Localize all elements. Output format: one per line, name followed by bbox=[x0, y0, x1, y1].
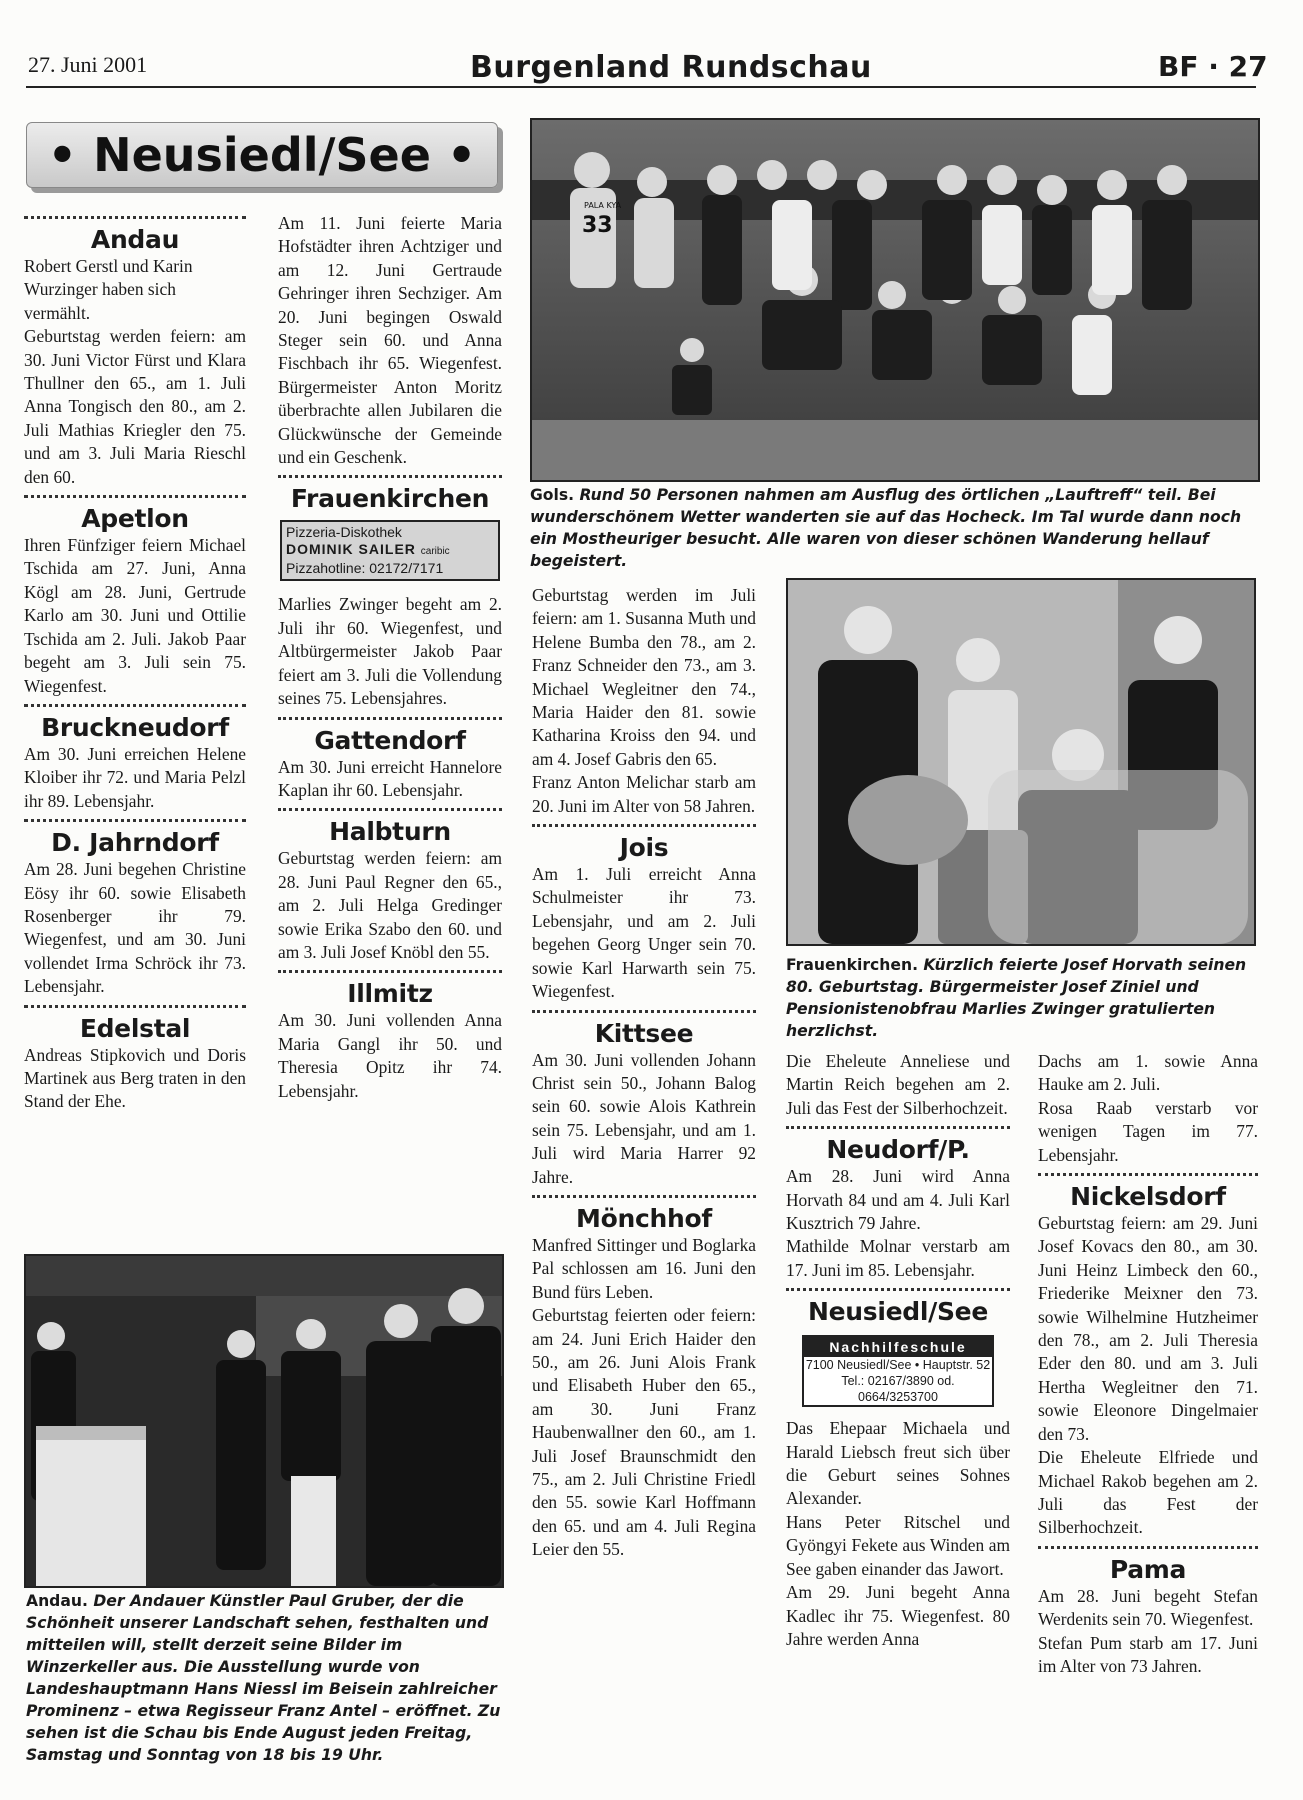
caption-town: Frauenkirchen. bbox=[786, 956, 918, 974]
paragraph: Mathilde Molnar verstarb am 17. Juni im 85. Lebensjahr. bbox=[786, 1236, 1010, 1280]
paragraph: Am 30. Juni vollenden Johann Christ sein 50., Johann Balog sein 60. sowie Alois Kathrein sein 75. Lebensjahr, und am 1. Juli wird Maria Harrer 92 Jahre. bbox=[532, 1049, 756, 1187]
separator bbox=[278, 475, 502, 478]
town-nickelsdorf: Nickelsdorf bbox=[1070, 1182, 1226, 1212]
ad-phone: Pizzahotline: 02172/7171 bbox=[286, 560, 444, 577]
separator bbox=[1038, 1173, 1258, 1176]
photo-gols-group bbox=[530, 118, 1260, 482]
caption-andau bbox=[26, 1590, 506, 1766]
paragraph: Ihren Fünfziger feiern Michael Tschida am 27. Juni, Anna Kögl am 28. Juni, Gertrude Karlo am 30. Juni und Ottilie Tschida am 2. Juli. Jakob Paar begeht am 3. Juli sein 75. Wiegenfest. bbox=[24, 535, 246, 696]
paragraph: Die Eheleute Elfriede und Michael Rakob begehen am 2. Juli das Fest der Silberhochzeit. bbox=[1038, 1447, 1258, 1538]
birthday-photo-image bbox=[788, 580, 1254, 944]
paragraph: Geburtstag werden feiern: am 30. Juni Victor Fürst und Klara Thullner den 65., am 1. Juli Anna Tongisch den 80., am 2. Juli Mathias Kriegler den 75. und am 3. Juli Maria Rieschl den 60. bbox=[24, 326, 246, 487]
paragraph: Marlies Zwinger begeht am 2. Juli ihr 60. Wiegenfest, und Altbürgermeister Jakob Paar feiert am 3. Juli die Vollendung seines 75. Lebensjahres. bbox=[278, 594, 502, 709]
shirt-print: PALA KYA bbox=[584, 201, 622, 210]
town-neudorf: Neudorf/P. bbox=[826, 1135, 970, 1165]
town-jois: Jois bbox=[619, 833, 669, 863]
separator bbox=[1038, 1546, 1258, 1549]
paragraph: Manfred Sittinger und Boglarka Pal schlossen am 16. Juni den Bund fürs Leben. bbox=[532, 1234, 756, 1302]
group-photo-image bbox=[532, 120, 1258, 480]
header-rule bbox=[26, 86, 1256, 88]
paragraph: Am 30. Juni vollenden Anna Maria Gangl ihr 50. und Theresia Opitz ihr 74. Lebensjahr. bbox=[278, 1010, 502, 1101]
separator bbox=[532, 1010, 756, 1013]
page-number: BF · 27 bbox=[1158, 50, 1268, 83]
ad-phone: Tel.: 02167/3890 od. 0664/3253700 bbox=[841, 1374, 955, 1405]
paragraph: Am 28. Juni begehen Christine Eösy ihr 60. sowie Elisabeth Rosenberger ihr 79. Wiegenfest, und am 30. Juni vollendet Irma Schröck ihr 73. Lebensjahr. bbox=[24, 859, 246, 997]
town-d-jahrndorf: D. Jahrndorf bbox=[51, 828, 219, 858]
paragraph: Geburtstag feierten oder feiern: am 24. Juni Erich Haider den 50., am 26. Juni Alois Frank und Elisabeth Huber den 65., am 30. Juni Franz Haubenwallner den 60., am 1. Juli Josef Braunschmidt den 75., am 2. Juli Christine Friedl den 55. sowie Karl Hoffmann den 65. und am 4. Juli Regina Leier den 55. bbox=[532, 1305, 756, 1560]
ad-name bbox=[286, 541, 494, 560]
paragraph: Andreas Stipkovich und Doris Martinek aus Berg traten in den Stand der Ehe. bbox=[24, 1044, 246, 1112]
town-neusiedl: Neusiedl/See bbox=[808, 1297, 988, 1327]
paragraph: Dachs am 1. sowie Anna Hauke am 2. Juli. bbox=[1038, 1051, 1258, 1095]
newspaper-title: Burgenland Rundschau bbox=[470, 50, 872, 85]
column-3 bbox=[532, 584, 756, 1562]
separator bbox=[24, 216, 246, 219]
town-frauenkirchen: Frauenkirchen bbox=[290, 484, 490, 514]
separator bbox=[278, 808, 502, 811]
separator bbox=[278, 717, 502, 720]
separator bbox=[24, 1005, 246, 1008]
column-4 bbox=[786, 1050, 1010, 1651]
separator bbox=[24, 819, 246, 822]
town-kittsee: Kittsee bbox=[594, 1018, 694, 1048]
paragraph: Das Ehepaar Michaela und Harald Liebsch freut sich über die Geburt seines Sohnes Alexander. bbox=[786, 1418, 1010, 1509]
paragraph: Hans Peter Ritschel und Gyöngyi Fekete aus Winden am See gaben einander das Jawort. bbox=[786, 1511, 1010, 1579]
town-gattendorf: Gattendorf bbox=[314, 725, 466, 755]
town-pama: Pama bbox=[1109, 1554, 1187, 1584]
town-andau: Andau bbox=[90, 225, 180, 254]
ad-pizzeria bbox=[280, 520, 500, 581]
separator bbox=[786, 1288, 1010, 1291]
ad-address: 7100 Neusiedl/See • Hauptstr. 52 bbox=[805, 1358, 991, 1373]
column-5 bbox=[1038, 1050, 1258, 1678]
town-edelstal: Edelstal bbox=[79, 1013, 191, 1043]
section-banner: • Neusiedl/See • bbox=[26, 122, 498, 188]
paragraph: Geburtstag feiern: am 29. Juni Josef Kovacs den 80., am 30. Juni Heinz Limbeck den 60., Friederike Meixner den 73. sowie Wilhelmine Hutzheimer den 78., am 2. Juli Theresia Eder den 80. und am 3. Juli Hertha Wegleitner den 71. sowie Eleonore Dingelmaier den 73. bbox=[1038, 1213, 1258, 1444]
separator bbox=[24, 495, 246, 498]
caption-text: Rund 50 Personen nahmen am Ausflug des örtlichen „Lauftreff“ teil. Bei wunderschönem Wetter wanderten sie auf das Hocheck. Im Tal wurde dann noch ein Mostheuriger besucht. Alle waren von dieser schönen Wanderung hellauf begeistert. bbox=[530, 486, 1242, 570]
caption-gols bbox=[530, 484, 1260, 572]
issue-date: 27. Juni 2001 bbox=[28, 52, 148, 77]
caption-text: Kürzlich feierte Josef Horvath seinen 80. Geburtstag. Bürgermeister Josef Ziniel und Pensionistenobfrau Marlies Zwinger gratulierten herzlichst. bbox=[786, 956, 1247, 1040]
photo-frauenkirchen bbox=[786, 578, 1256, 946]
paragraph: Am 28. Juni wird Anna Horvath 84 und am 4. Juli Karl Kusztrich 79 Jahre. bbox=[786, 1166, 1010, 1234]
paragraph: Am 30. Juni erreichen Helene Kloiber ihr 72. und Maria Pelzl ihr 89. Lebensjahr. bbox=[24, 743, 246, 811]
town-halbturn: Halbturn bbox=[329, 817, 451, 847]
ad-nachhilfeschule bbox=[802, 1335, 994, 1407]
ad-line: Pizzeria-Diskothek bbox=[286, 524, 402, 541]
town-illmitz: Illmitz bbox=[347, 979, 433, 1009]
separator bbox=[278, 970, 502, 973]
paragraph: Stefan Pum starb am 17. Juni im Alter von 73 Jahren. bbox=[1038, 1632, 1258, 1676]
caption-town: Andau. bbox=[26, 1592, 88, 1610]
paragraph: Robert Gerstl und Karin Wurzinger haben sich vermählt. bbox=[24, 256, 193, 323]
paragraph: Rosa Raab verstarb vor wenigen Tagen im 77. Lebensjahr. bbox=[1038, 1097, 1258, 1165]
ad-logo: caribic bbox=[420, 546, 450, 558]
column-2 bbox=[278, 212, 502, 1103]
paragraph: Am 28. Juni begeht Stefan Werdenits sein 70. Wiegenfest. bbox=[1038, 1585, 1258, 1630]
paragraph: Geburtstag werden im Juli feiern: am 1. Susanna Muth und Helene Bumba den 78., am 2. Franz Schneider den 73., am 3. Michael Wegleitner den 74., Maria Haider den 81. sowie Katharina Kroiss den 94. und am 4. Josef Gabris den 65. bbox=[532, 585, 756, 769]
separator bbox=[532, 824, 756, 827]
paragraph: Die Eheleute Anneliese und Martin Reich begehen am 2. Juli das Fest der Silberhochzeit. bbox=[786, 1051, 1010, 1118]
caption-text: Der Andauer Künstler Paul Gruber, der die Schönheit unserer Landschaft sehen, festhalten und mitteilen will, stellt derzeit seine Bilder im Winzerkeller aus. Die Ausstellung wurde von Landeshauptmann Hans Niessl im Beisein zahlreicher Prominenz – etwa Regisseur Franz Antel – eröffnet. Zu sehen ist die Schau bis Ende August jeden Freitag, Samstag und Sonntag von 18 bis 19 Uhr. bbox=[26, 1592, 501, 1764]
town-bruckneudorf: Bruckneudorf bbox=[41, 712, 229, 742]
town-apetlon: Apetlon bbox=[81, 504, 189, 534]
paragraph: Am 11. Juni feierte Maria Hofstädter ihren Achtziger und am 12. Juni Gertraude Gehringer ihren Sechziger. Am 20. Juni begingen Oswald Steger sein 60. und Anna Fischbach ihr 65. Wiegenfest. Bürgermeister Anton Moritz überbrachte allen Jubilaren die Glückwünsche der Gemeinde und ein Geschenk. bbox=[278, 213, 502, 468]
town-moenchhof: Mönchhof bbox=[576, 1203, 712, 1233]
ad-business: DOMINIK SAILER bbox=[286, 541, 416, 558]
caption-frauenkirchen bbox=[786, 954, 1256, 1042]
photo-andau-exhibition bbox=[24, 1254, 504, 1588]
caption-town: Gols. bbox=[530, 486, 575, 504]
paragraph: Am 1. Juli erreicht Anna Schulmeister ihr 73. Lebensjahr, und am 2. Juli begehen Georg Unger sein 70. sowie Karl Harwarth sein 75. Wiegenfest. bbox=[532, 864, 756, 1002]
separator bbox=[24, 704, 246, 707]
column-1 bbox=[24, 210, 246, 1114]
exhibition-photo-image bbox=[26, 1256, 502, 1586]
paragraph: Geburtstag werden feiern: am 28. Juni Paul Regner den 65., am 2. Juli Helga Gredinger sowie Erika Szabo den 60. und am 3. Juli Josef Knöbl den 55. bbox=[278, 848, 502, 962]
ad-title: Nachhilfeschule bbox=[804, 1337, 992, 1357]
paragraph: Franz Anton Melichar starb am 20. Juni im Alter von 58 Jahren. bbox=[532, 772, 756, 816]
separator bbox=[786, 1126, 1010, 1129]
separator bbox=[532, 1195, 756, 1198]
paragraph: Am 29. Juni begeht Anna Kadlec ihr 75. Wiegenfest. 80 Jahre werden Anna bbox=[786, 1582, 1010, 1649]
shirt-number: 33 bbox=[582, 213, 613, 238]
paragraph: Am 30. Juni erreicht Hannelore Kaplan ihr 60. Lebensjahr. bbox=[278, 756, 502, 800]
